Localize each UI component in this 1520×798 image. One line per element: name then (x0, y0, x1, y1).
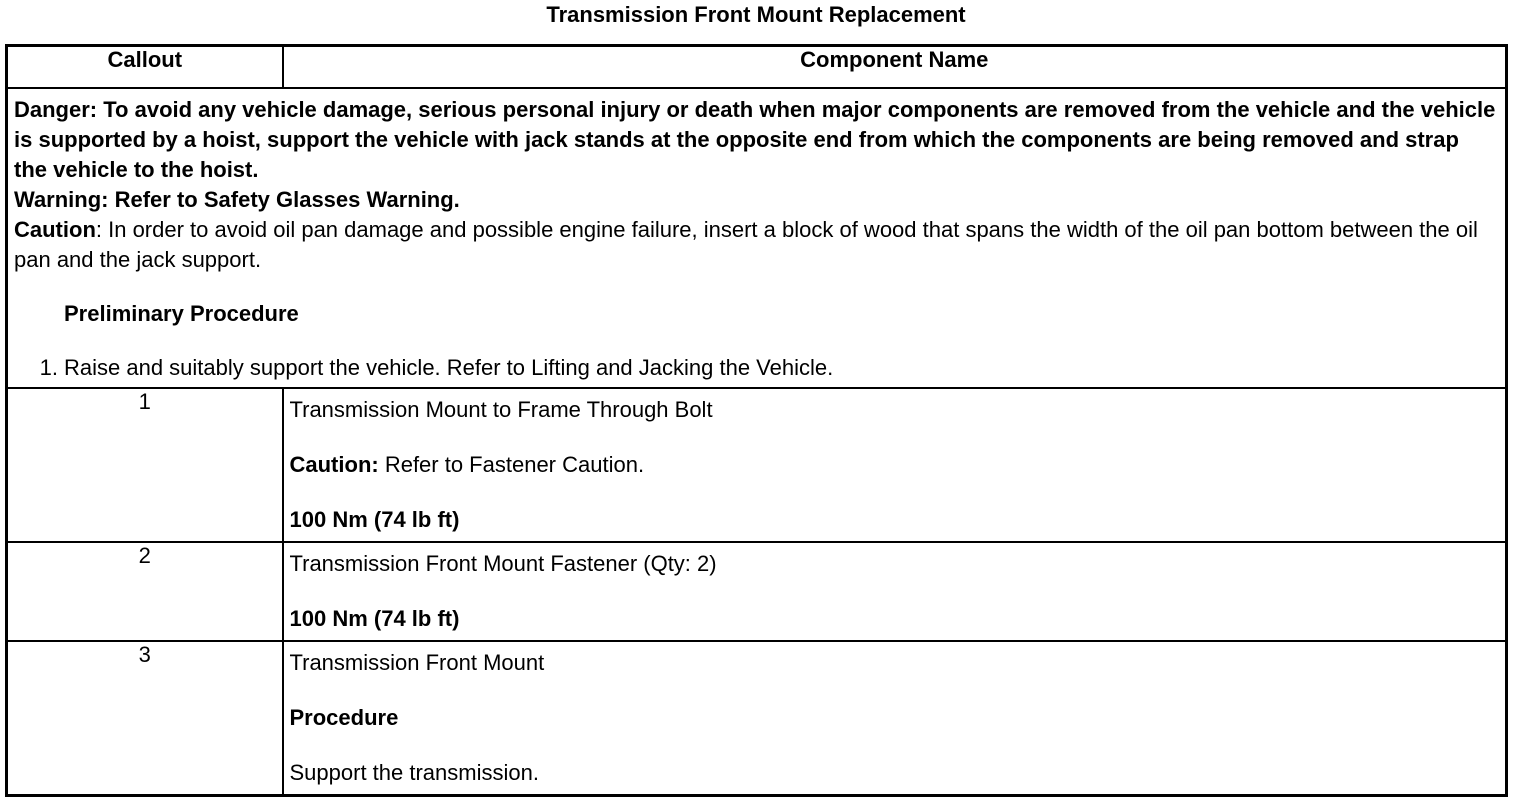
caution-text: Refer to Fastener Caution. (378, 452, 645, 477)
warning-note: Warning: Refer to Safety Glasses Warning. (14, 187, 460, 212)
caution-text: : In order to avoid oil pan damage and possible engine failure, insert a block of wood that spans the width of the oil pan bottom between the oil pan and the jack support. (14, 217, 1478, 272)
notes-row (7, 88, 1507, 388)
callout-cell: 2 (7, 542, 283, 641)
step-text: Raise and suitably support the vehicle. Refer to Lifting and Jacking the Vehicle. (64, 355, 834, 380)
procedure-step (14, 353, 1497, 383)
table-header-row (7, 46, 1507, 89)
preliminary-procedure-heading: Preliminary Procedure (64, 301, 299, 326)
fastener-caution (290, 450, 1500, 480)
callout-column-header: Callout (7, 46, 283, 89)
page-title: Transmission Front Mount Replacement (546, 2, 966, 27)
component-cell (283, 388, 1507, 542)
component-name: Transmission Mount to Frame Through Bolt (289, 397, 713, 422)
notes-cell (7, 88, 1507, 388)
caution-label: Caution: (289, 452, 379, 477)
procedure-heading: Procedure (289, 705, 399, 730)
torque-spec: 100 Nm (74 lb ft) (289, 606, 460, 631)
caution-note (14, 215, 1497, 275)
torque-spec: 100 Nm (74 lb ft) (289, 507, 460, 532)
table-row (7, 542, 1507, 641)
safety-notes (8, 89, 1505, 387)
component-name-column-header: Component Name (283, 46, 1507, 89)
component-name: Transmission Front Mount (289, 650, 545, 675)
callout-cell: 1 (7, 388, 283, 542)
caution-label: Caution (14, 217, 96, 242)
danger-note: Danger: To avoid any vehicle damage, serious personal injury or death when major components are removed from the vehicle and the vehicle is supported by a hoist, support the vehicle with jack stands at the opposite end from which the components are being removed and strap the vehicle to the hoist. (14, 97, 1496, 182)
component-name: Transmission Front Mount Fastener (Qty: 2) (289, 551, 717, 576)
callout-table (5, 44, 1508, 797)
table-row (7, 388, 1507, 542)
step-number: 1. (39, 355, 58, 380)
table-row (7, 641, 1507, 796)
callout-cell: 3 (7, 641, 283, 796)
component-cell (283, 641, 1507, 796)
procedure-text: Support the transmission. (289, 760, 539, 785)
component-cell (283, 542, 1507, 641)
